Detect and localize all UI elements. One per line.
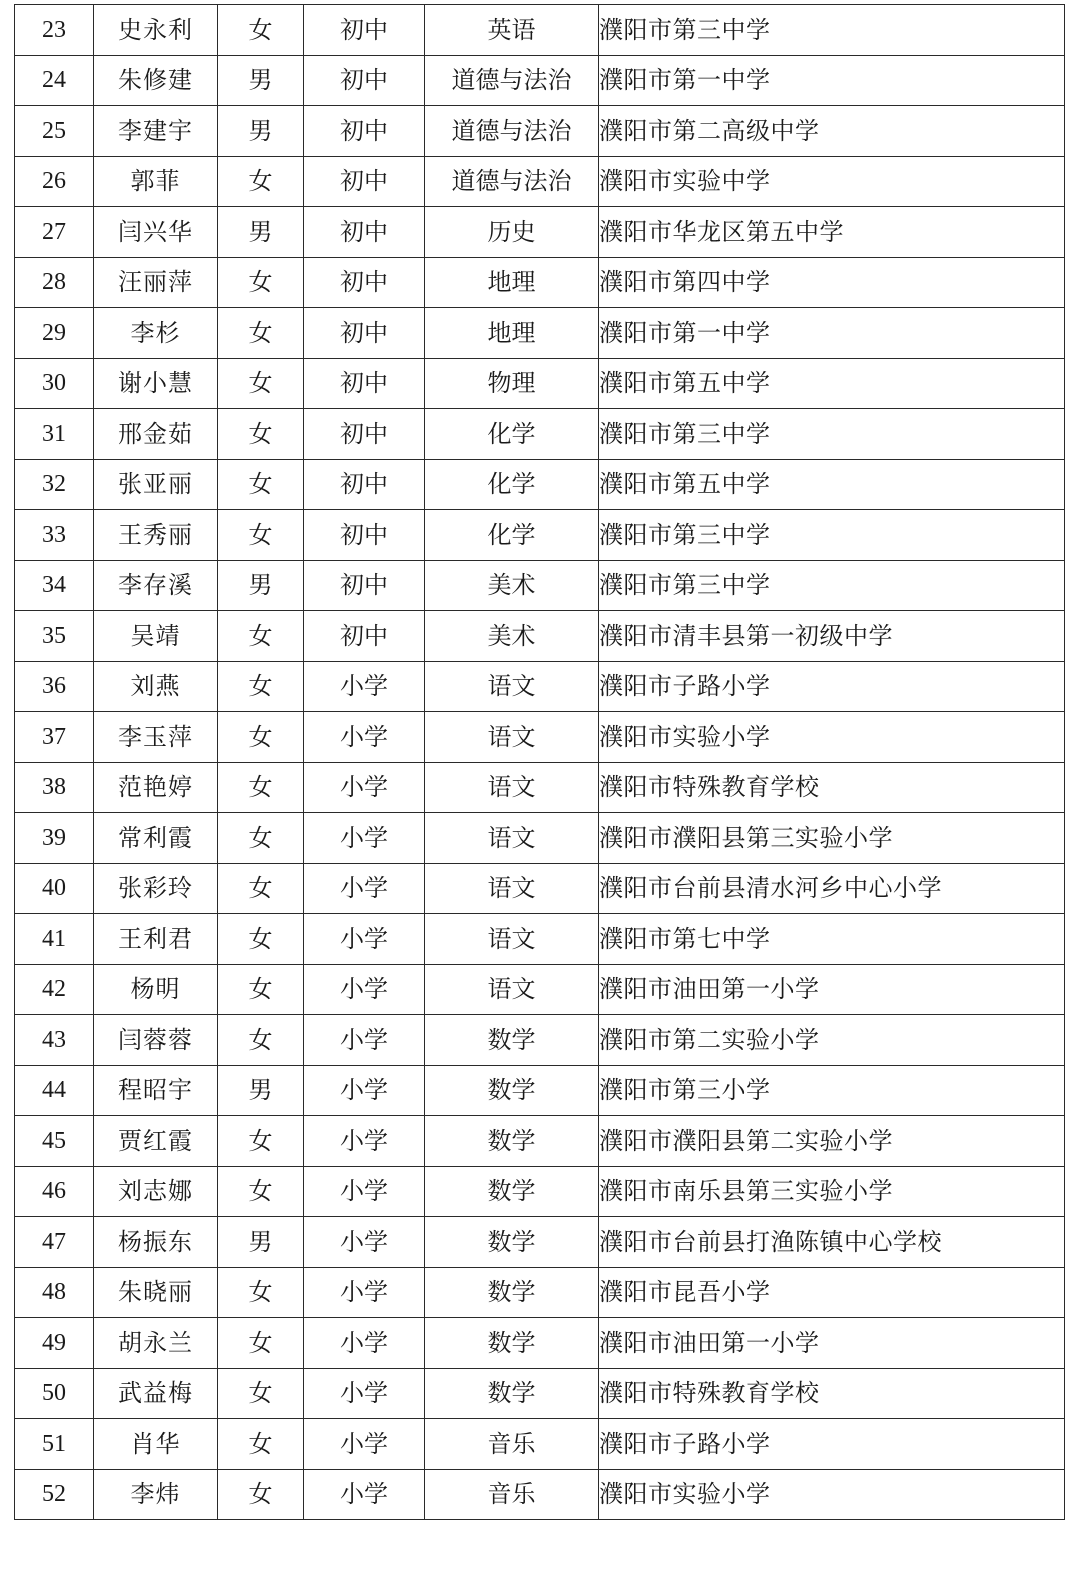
school-cell: 濮阳市第三中学 bbox=[599, 560, 1065, 611]
subject-cell: 语文 bbox=[425, 964, 599, 1015]
gender-cell: 女 bbox=[218, 1318, 304, 1369]
school-cell: 濮阳市第七中学 bbox=[599, 914, 1065, 965]
row-number-cell: 44 bbox=[15, 1065, 94, 1116]
school-stage-cell: 小学 bbox=[304, 1368, 425, 1419]
row-number-cell: 31 bbox=[15, 409, 94, 460]
row-number-cell: 34 bbox=[15, 560, 94, 611]
row-number-cell: 23 bbox=[15, 5, 94, 56]
row-number-cell: 50 bbox=[15, 1368, 94, 1419]
row-number-cell: 28 bbox=[15, 257, 94, 308]
school-stage-cell: 小学 bbox=[304, 964, 425, 1015]
table-row bbox=[15, 358, 1065, 409]
school-stage-cell: 初中 bbox=[304, 308, 425, 359]
gender-cell: 女 bbox=[218, 1116, 304, 1167]
school-cell: 濮阳市台前县打渔陈镇中心学校 bbox=[599, 1217, 1065, 1268]
row-number-cell: 36 bbox=[15, 661, 94, 712]
table-row bbox=[15, 813, 1065, 864]
school-stage-cell: 初中 bbox=[304, 257, 425, 308]
school-stage-cell: 小学 bbox=[304, 1318, 425, 1369]
row-number-cell: 47 bbox=[15, 1217, 94, 1268]
school-stage-cell: 小学 bbox=[304, 914, 425, 965]
gender-cell: 男 bbox=[218, 207, 304, 258]
roster-sheet bbox=[14, 4, 1064, 1520]
school-cell: 濮阳市台前县清水河乡中心小学 bbox=[599, 863, 1065, 914]
school-cell: 濮阳市第三中学 bbox=[599, 409, 1065, 460]
school-stage-cell: 小学 bbox=[304, 813, 425, 864]
gender-cell: 女 bbox=[218, 1166, 304, 1217]
name-cell: 郭菲 bbox=[94, 156, 218, 207]
table-row bbox=[15, 106, 1065, 157]
table-row bbox=[15, 661, 1065, 712]
school-stage-cell: 初中 bbox=[304, 510, 425, 561]
subject-cell: 道德与法治 bbox=[425, 156, 599, 207]
school-stage-cell: 初中 bbox=[304, 55, 425, 106]
row-number-cell: 46 bbox=[15, 1166, 94, 1217]
school-cell: 濮阳市第二实验小学 bbox=[599, 1015, 1065, 1066]
name-cell: 邢金茹 bbox=[94, 409, 218, 460]
gender-cell: 女 bbox=[218, 358, 304, 409]
name-cell: 闫蓉蓉 bbox=[94, 1015, 218, 1066]
row-number-cell: 45 bbox=[15, 1116, 94, 1167]
subject-cell: 数学 bbox=[425, 1166, 599, 1217]
school-cell: 濮阳市油田第一小学 bbox=[599, 1318, 1065, 1369]
name-cell: 程昭宇 bbox=[94, 1065, 218, 1116]
table-row bbox=[15, 1368, 1065, 1419]
school-cell: 濮阳市实验中学 bbox=[599, 156, 1065, 207]
subject-cell: 物理 bbox=[425, 358, 599, 409]
table-row bbox=[15, 762, 1065, 813]
school-stage-cell: 小学 bbox=[304, 1015, 425, 1066]
name-cell: 武益梅 bbox=[94, 1368, 218, 1419]
gender-cell: 女 bbox=[218, 409, 304, 460]
gender-cell: 女 bbox=[218, 1368, 304, 1419]
name-cell: 常利霞 bbox=[94, 813, 218, 864]
school-stage-cell: 初中 bbox=[304, 459, 425, 510]
row-number-cell: 26 bbox=[15, 156, 94, 207]
school-cell: 濮阳市实验小学 bbox=[599, 712, 1065, 763]
gender-cell: 女 bbox=[218, 863, 304, 914]
row-number-cell: 41 bbox=[15, 914, 94, 965]
table-row bbox=[15, 1318, 1065, 1369]
subject-cell: 语文 bbox=[425, 762, 599, 813]
school-cell: 濮阳市昆吾小学 bbox=[599, 1267, 1065, 1318]
school-stage-cell: 小学 bbox=[304, 1166, 425, 1217]
row-number-cell: 32 bbox=[15, 459, 94, 510]
subject-cell: 语文 bbox=[425, 914, 599, 965]
gender-cell: 男 bbox=[218, 1217, 304, 1268]
gender-cell: 女 bbox=[218, 1419, 304, 1470]
table-row bbox=[15, 1166, 1065, 1217]
gender-cell: 女 bbox=[218, 5, 304, 56]
name-cell: 李玉萍 bbox=[94, 712, 218, 763]
row-number-cell: 25 bbox=[15, 106, 94, 157]
row-number-cell: 49 bbox=[15, 1318, 94, 1369]
table-row bbox=[15, 207, 1065, 258]
gender-cell: 女 bbox=[218, 156, 304, 207]
subject-cell: 语文 bbox=[425, 661, 599, 712]
subject-cell: 历史 bbox=[425, 207, 599, 258]
name-cell: 谢小慧 bbox=[94, 358, 218, 409]
school-cell: 濮阳市第一中学 bbox=[599, 55, 1065, 106]
gender-cell: 女 bbox=[218, 459, 304, 510]
gender-cell: 女 bbox=[218, 914, 304, 965]
table-row bbox=[15, 1217, 1065, 1268]
row-number-cell: 42 bbox=[15, 964, 94, 1015]
name-cell: 吴靖 bbox=[94, 611, 218, 662]
name-cell: 朱修建 bbox=[94, 55, 218, 106]
row-number-cell: 43 bbox=[15, 1015, 94, 1066]
gender-cell: 女 bbox=[218, 712, 304, 763]
name-cell: 范艳婷 bbox=[94, 762, 218, 813]
subject-cell: 数学 bbox=[425, 1116, 599, 1167]
row-number-cell: 52 bbox=[15, 1469, 94, 1520]
school-cell: 濮阳市特殊教育学校 bbox=[599, 762, 1065, 813]
school-stage-cell: 小学 bbox=[304, 1267, 425, 1318]
subject-cell: 数学 bbox=[425, 1267, 599, 1318]
subject-cell: 数学 bbox=[425, 1065, 599, 1116]
table-row bbox=[15, 560, 1065, 611]
table-row bbox=[15, 55, 1065, 106]
name-cell: 李炜 bbox=[94, 1469, 218, 1520]
table-row bbox=[15, 1469, 1065, 1520]
gender-cell: 女 bbox=[218, 1469, 304, 1520]
school-cell: 濮阳市特殊教育学校 bbox=[599, 1368, 1065, 1419]
name-cell: 史永利 bbox=[94, 5, 218, 56]
name-cell: 王秀丽 bbox=[94, 510, 218, 561]
school-cell: 濮阳市第三小学 bbox=[599, 1065, 1065, 1116]
school-cell: 濮阳市濮阳县第二实验小学 bbox=[599, 1116, 1065, 1167]
gender-cell: 男 bbox=[218, 55, 304, 106]
name-cell: 张彩玲 bbox=[94, 863, 218, 914]
gender-cell: 女 bbox=[218, 813, 304, 864]
school-stage-cell: 小学 bbox=[304, 1116, 425, 1167]
subject-cell: 音乐 bbox=[425, 1469, 599, 1520]
subject-cell: 数学 bbox=[425, 1318, 599, 1369]
school-stage-cell: 初中 bbox=[304, 358, 425, 409]
row-number-cell: 29 bbox=[15, 308, 94, 359]
table-row bbox=[15, 863, 1065, 914]
row-number-cell: 35 bbox=[15, 611, 94, 662]
school-cell: 濮阳市子路小学 bbox=[599, 661, 1065, 712]
subject-cell: 语文 bbox=[425, 813, 599, 864]
subject-cell: 道德与法治 bbox=[425, 55, 599, 106]
subject-cell: 音乐 bbox=[425, 1419, 599, 1470]
gender-cell: 男 bbox=[218, 1065, 304, 1116]
gender-cell: 男 bbox=[218, 560, 304, 611]
table-row bbox=[15, 409, 1065, 460]
roster-body bbox=[15, 5, 1065, 1520]
school-cell: 濮阳市实验小学 bbox=[599, 1469, 1065, 1520]
name-cell: 李存溪 bbox=[94, 560, 218, 611]
school-stage-cell: 初中 bbox=[304, 409, 425, 460]
table-row bbox=[15, 1419, 1065, 1470]
school-cell: 濮阳市第四中学 bbox=[599, 257, 1065, 308]
school-stage-cell: 初中 bbox=[304, 611, 425, 662]
school-stage-cell: 小学 bbox=[304, 1217, 425, 1268]
gender-cell: 女 bbox=[218, 1267, 304, 1318]
school-stage-cell: 小学 bbox=[304, 863, 425, 914]
school-stage-cell: 小学 bbox=[304, 661, 425, 712]
school-stage-cell: 小学 bbox=[304, 1469, 425, 1520]
school-stage-cell: 小学 bbox=[304, 712, 425, 763]
school-cell: 濮阳市第二高级中学 bbox=[599, 106, 1065, 157]
gender-cell: 女 bbox=[218, 964, 304, 1015]
gender-cell: 女 bbox=[218, 1015, 304, 1066]
subject-cell: 化学 bbox=[425, 510, 599, 561]
subject-cell: 美术 bbox=[425, 611, 599, 662]
row-number-cell: 51 bbox=[15, 1419, 94, 1470]
row-number-cell: 30 bbox=[15, 358, 94, 409]
name-cell: 刘志娜 bbox=[94, 1166, 218, 1217]
name-cell: 胡永兰 bbox=[94, 1318, 218, 1369]
name-cell: 汪丽萍 bbox=[94, 257, 218, 308]
table-row bbox=[15, 257, 1065, 308]
school-stage-cell: 初中 bbox=[304, 156, 425, 207]
row-number-cell: 38 bbox=[15, 762, 94, 813]
gender-cell: 女 bbox=[218, 762, 304, 813]
name-cell: 朱晓丽 bbox=[94, 1267, 218, 1318]
table-row bbox=[15, 1015, 1065, 1066]
gender-cell: 女 bbox=[218, 257, 304, 308]
name-cell: 闫兴华 bbox=[94, 207, 218, 258]
name-cell: 肖华 bbox=[94, 1419, 218, 1470]
subject-cell: 化学 bbox=[425, 409, 599, 460]
subject-cell: 数学 bbox=[425, 1015, 599, 1066]
name-cell: 刘燕 bbox=[94, 661, 218, 712]
school-cell: 濮阳市第一中学 bbox=[599, 308, 1065, 359]
row-number-cell: 39 bbox=[15, 813, 94, 864]
school-cell: 濮阳市油田第一小学 bbox=[599, 964, 1065, 1015]
school-stage-cell: 小学 bbox=[304, 1065, 425, 1116]
name-cell: 杨明 bbox=[94, 964, 218, 1015]
row-number-cell: 27 bbox=[15, 207, 94, 258]
row-number-cell: 40 bbox=[15, 863, 94, 914]
gender-cell: 女 bbox=[218, 308, 304, 359]
row-number-cell: 37 bbox=[15, 712, 94, 763]
school-stage-cell: 初中 bbox=[304, 560, 425, 611]
table-row bbox=[15, 1116, 1065, 1167]
table-row bbox=[15, 1065, 1065, 1116]
table-row bbox=[15, 156, 1065, 207]
school-cell: 濮阳市南乐县第三实验小学 bbox=[599, 1166, 1065, 1217]
table-row bbox=[15, 914, 1065, 965]
gender-cell: 男 bbox=[218, 106, 304, 157]
school-cell: 濮阳市清丰县第一初级中学 bbox=[599, 611, 1065, 662]
name-cell: 王利君 bbox=[94, 914, 218, 965]
school-cell: 濮阳市第五中学 bbox=[599, 358, 1065, 409]
school-cell: 濮阳市华龙区第五中学 bbox=[599, 207, 1065, 258]
row-number-cell: 24 bbox=[15, 55, 94, 106]
subject-cell: 地理 bbox=[425, 257, 599, 308]
roster-table bbox=[14, 4, 1065, 1520]
school-cell: 濮阳市濮阳县第三实验小学 bbox=[599, 813, 1065, 864]
school-stage-cell: 初中 bbox=[304, 106, 425, 157]
name-cell: 杨振东 bbox=[94, 1217, 218, 1268]
school-stage-cell: 初中 bbox=[304, 207, 425, 258]
subject-cell: 语文 bbox=[425, 863, 599, 914]
subject-cell: 道德与法治 bbox=[425, 106, 599, 157]
subject-cell: 化学 bbox=[425, 459, 599, 510]
school-cell: 濮阳市第五中学 bbox=[599, 459, 1065, 510]
table-row bbox=[15, 5, 1065, 56]
name-cell: 李建宇 bbox=[94, 106, 218, 157]
gender-cell: 女 bbox=[218, 510, 304, 561]
school-cell: 濮阳市子路小学 bbox=[599, 1419, 1065, 1470]
name-cell: 张亚丽 bbox=[94, 459, 218, 510]
subject-cell: 数学 bbox=[425, 1217, 599, 1268]
subject-cell: 英语 bbox=[425, 5, 599, 56]
name-cell: 李杉 bbox=[94, 308, 218, 359]
gender-cell: 女 bbox=[218, 661, 304, 712]
school-stage-cell: 初中 bbox=[304, 5, 425, 56]
name-cell: 贾红霞 bbox=[94, 1116, 218, 1167]
table-row bbox=[15, 510, 1065, 561]
school-stage-cell: 小学 bbox=[304, 1419, 425, 1470]
row-number-cell: 33 bbox=[15, 510, 94, 561]
table-row bbox=[15, 712, 1065, 763]
table-row bbox=[15, 611, 1065, 662]
subject-cell: 美术 bbox=[425, 560, 599, 611]
school-cell: 濮阳市第三中学 bbox=[599, 510, 1065, 561]
table-row bbox=[15, 964, 1065, 1015]
subject-cell: 数学 bbox=[425, 1368, 599, 1419]
table-row bbox=[15, 459, 1065, 510]
subject-cell: 地理 bbox=[425, 308, 599, 359]
school-cell: 濮阳市第三中学 bbox=[599, 5, 1065, 56]
school-stage-cell: 小学 bbox=[304, 762, 425, 813]
table-row bbox=[15, 1267, 1065, 1318]
row-number-cell: 48 bbox=[15, 1267, 94, 1318]
gender-cell: 女 bbox=[218, 611, 304, 662]
table-row bbox=[15, 308, 1065, 359]
subject-cell: 语文 bbox=[425, 712, 599, 763]
